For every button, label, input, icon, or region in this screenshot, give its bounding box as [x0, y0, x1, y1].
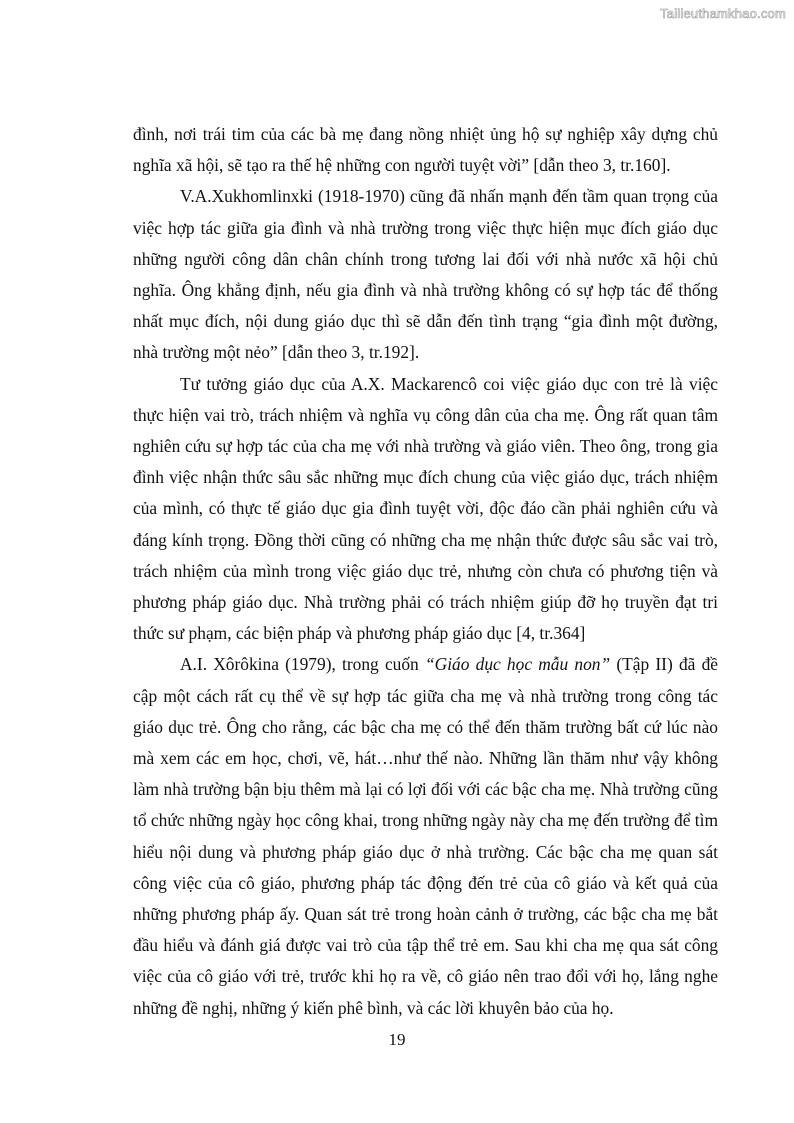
watermark: Tailieuthamkhao.com [660, 6, 786, 21]
paragraph-mackarenco: Tư tưởng giáo dục của A.X. Mackarencô coi việc giáo dục con trẻ là việc thực hiện vai trò, trách nhiệm và nghĩa vụ công dân của cha mẹ. Ông rất quan tâm nghiên cứu sự hợp tác của cha mẹ với nhà trường và giáo viên. Theo ông, trong gia đình việc nhận thức sâu sắc những mục đích chung của việc giáo dục, trách nhiệm của mình, có thực tế giáo dục gia đình tuyệt vời, độc đáo cần phải nghiên cứu và đáng kính trọng. Đồng thời cũng có những cha mẹ nhận thức được sâu sắc vai trò, trách nhiệm của mình trong việc giáo dục trẻ, nhưng còn chưa có phương tiện và phương pháp giáo dục. Nhà trường phải có trách nhiệm giúp đỡ họ truyền đạt tri thức sư phạm, các biện pháp và phương pháp giáo dục [4, tr.364] [133, 373, 718, 644]
paragraph-xorokina-text-before: A.I. Xôrôkina (1979), trong cuốn [180, 654, 425, 675]
document-body [133, 119, 718, 1024]
paragraph-xorokina-text-after: (Tập II) đã đề cập một cách rất cụ thể về sự hợp tác giữa cha mẹ và nhà trường trong công tác giáo dục trẻ. Ông cho rằng, các bậc cha mẹ có thể đến thăm trường bất cứ lúc nào mà xem các em học, chơi, vẽ, hát…như thế nào. Những lần thăm như vậy không làm nhà trường bận bịu thêm mà lại có lợi đối với các bậc cha mẹ. Nhà trường cũng tổ chức những ngày học công khai, trong những ngày này cha mẹ đến trường để tìm hiểu nội dung và phương pháp giáo dục ở nhà trường. Các bậc cha mẹ quan sát công việc của cô giáo, phương pháp tác động đến trẻ của cô giáo và kết quả của những phương pháp ấy. Quan sát trẻ trong hoàn cảnh ở trường, các bậc cha mẹ bắt đầu hiểu và đánh giá được vai trò của tập thể trẻ em. Sau khi cha mẹ qua sát công việc của cô giáo với trẻ, trước khi họ ra về, cô giáo nên trao đổi với họ, lắng nghe những đề nghị, những ý kiến phê bình, và các lời khuyên bảo của họ. [133, 654, 718, 1018]
page-number: 19 [388, 1030, 406, 1049]
paragraph-xorokina [133, 649, 718, 1023]
book-title: “Giáo dục học mẫu non” [424, 654, 611, 675]
paragraph-xukhomlinxki: V.A.Xukhomlinxki (1918-1970) cũng đã nhấn mạnh đến tầm quan trọng của việc hợp tác giữa gia đình và nhà trường trong việc thực hiện mục đích giáo dục những người công dân chân chính trong tương lai đối với nhà nước xã hội chủ nghĩa. Ông khẳng định, nếu gia đình và nhà trường không có sự hợp tác để thống nhất mục đích, nội dung giáo dục thì sẽ dẫn đến tình trạng “gia đình một đường, nhà trường một nẻo” [dẫn theo 3, tr.192]. [133, 186, 718, 363]
paragraph-continuation: đình, nơi trái tim của các bà mẹ đang nồng nhiệt ủng hộ sự nghiệp xây dựng chủ nghĩa xã hội, sẽ tạo ra thế hệ những con người tuyệt vời” [dẫn theo 3, tr.160]. [133, 124, 718, 176]
